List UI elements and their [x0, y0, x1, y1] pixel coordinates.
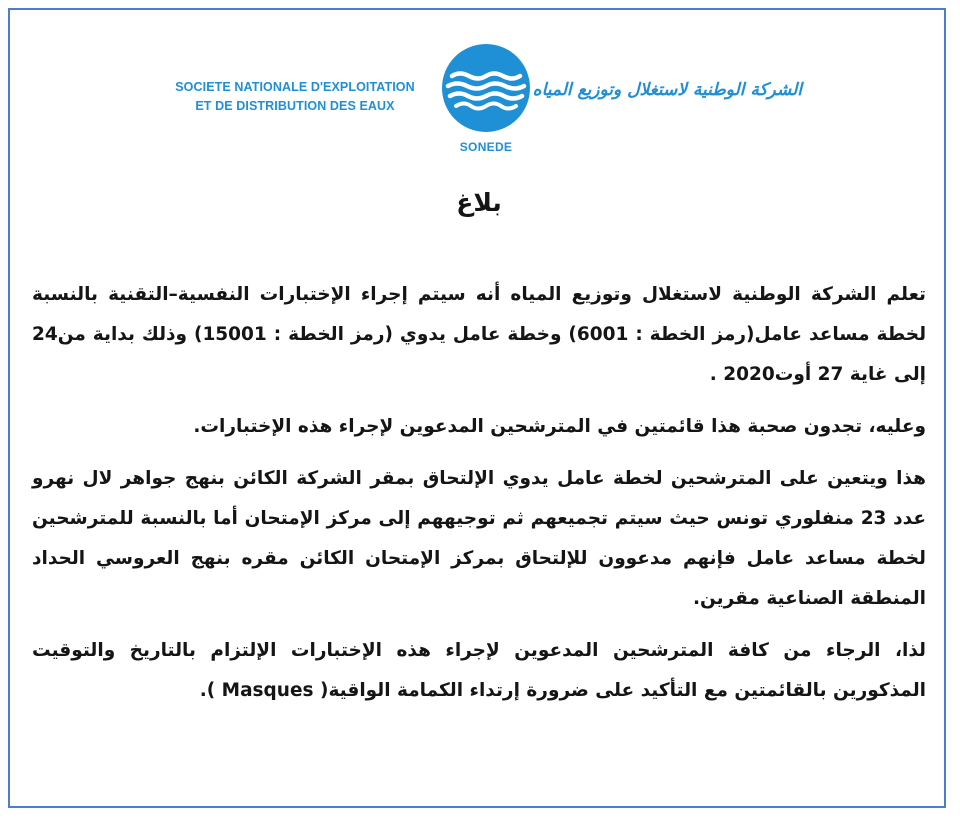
company-name-french-line1: SOCIETE NATIONALE D'EXPLOITATION — [175, 80, 415, 94]
paragraph-instructions: لذا، الرجاء من كافة المترشحين المدعوين لإجراء هذه الإختبارات الإلتزام بالتاريخ والتوقيت المذكورين بالقائمتين مع التأكيد على ضرورة إرتداء الكمامة الواقية( Masques ). — [32, 640, 926, 701]
notice-body — [32, 275, 926, 723]
sonede-logo — [434, 40, 538, 158]
water-waves-icon — [434, 40, 538, 140]
company-name-french — [175, 78, 415, 116]
paragraph-locations: هذا ويتعين على المترشحين لخطة عامل يدوي الإلتحاق بمقر الشركة الكائن بنهج جواهر لال نهرو عدد 23 منفلوري تونس حيث سيتم تجميعهم ثم توجيههم إلى مركز الإمتحان أما بالنسبة للمترشحين لخطة مساعد عامل فإنهم مدعوون للإلتحاق بمركز الإمتحان الكائن مقره بنهج العروسي الحداد المنطقة الصناعية مقرين. — [32, 468, 926, 609]
document-frame — [8, 8, 946, 808]
paragraph-lists: وعليه، تجدون صحبة هذا قائمتين في المترشحين المدعوين لإجراء هذه الإختبارات. — [193, 416, 926, 437]
logo-text: SONEDE — [459, 140, 513, 154]
letterhead — [10, 40, 948, 170]
notice-title: بلاغ — [456, 188, 502, 217]
company-name-arabic: الشركة الوطنية لاستغلال وتوزيع المياه — [532, 80, 802, 100]
paragraph-announcement: تعلم الشركة الوطنية لاستغلال وتوزيع المياه أنه سيتم إجراء الإختبارات النفسية–التقنية بالنسبة لخطة مساعد عامل(رمز الخطة : 6001) وخطة عامل يدوي (رمز الخطة : 15001) وذلك بداية من24 إلى غاية 27 أوت2020 . — [32, 284, 927, 385]
company-name-french-line2: ET DE DISTRIBUTION DES EAUX — [195, 99, 395, 113]
